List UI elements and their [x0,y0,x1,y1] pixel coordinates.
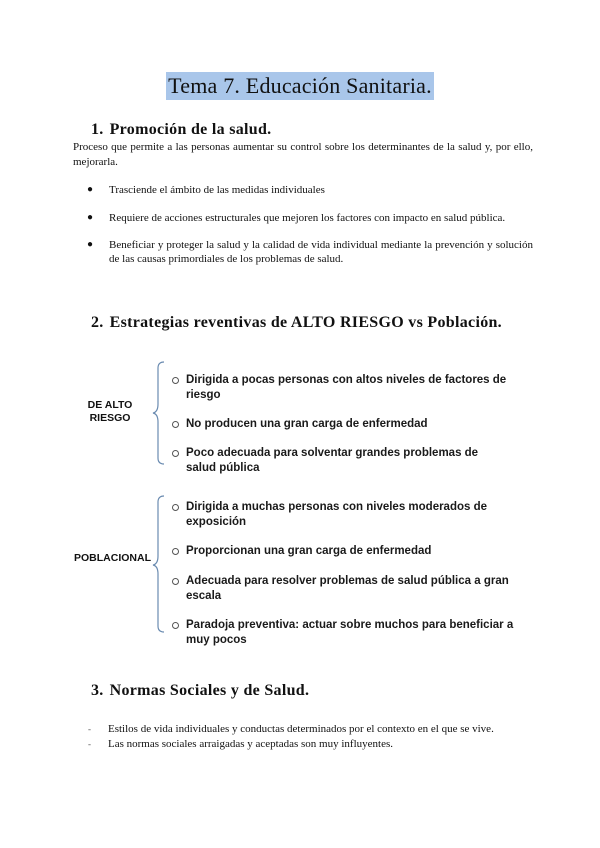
list-item [172,417,532,432]
list-item [172,446,486,476]
circle-bullet-icon [172,421,179,428]
list-item-text: Paradoja preventiva: actuar sobre muchos para beneficiar a muy pocos [186,619,514,646]
group-label-poblacional [74,552,150,565]
bullet-icon: ● [87,239,94,250]
list-item [73,238,533,266]
list-item-text: Trasciende el ámbito de las medidas individuales [109,184,325,196]
alto-riesgo-list [172,373,532,476]
list-item [88,737,533,751]
section-2-title: Estrategias reventivas de ALTO RIESGO vs Población. [109,314,502,331]
list-item-text: Requiere de acciones estructurales que mejoren los factores con impacto en salud pública. [109,212,506,224]
circle-bullet-icon [172,578,179,585]
circle-bullet-icon [172,377,179,384]
section-1-paragraph: Proceso que permite a las personas aumentar su control sobre los determinantes de la salud y, por ello, mejorarla. [73,141,533,168]
poblacional-list [172,500,532,648]
section-3-number: 3. [91,682,104,699]
section-1-bullet-list [73,183,533,266]
brace-icon [150,494,170,634]
list-item-text: Dirigida a pocas personas con altos niveles de factores de riesgo [186,374,507,401]
list-item [73,183,533,197]
section-1-title: Promoción de la salud. [109,121,272,138]
section-2-number: 2. [91,314,104,331]
bullet-icon: ● [87,184,94,195]
group-label-line: DE ALTO [87,399,133,411]
list-item [172,618,526,648]
group-label-line: POBLACIONAL [74,552,151,564]
list-item-text: Estilos de vida individuales y conductas determinados por el contexto en el que se vive. [108,723,494,735]
section-1-number: 1. [91,121,104,138]
dash-bullet-icon: - [88,724,91,734]
list-item-text: Dirigida a muchas personas con niveles moderados de exposición [186,501,488,528]
list-item [73,211,533,225]
list-item [172,574,532,604]
dash-bullet-icon: - [88,739,91,749]
section-2-heading [91,314,502,332]
circle-bullet-icon [172,450,179,457]
list-item [172,500,532,530]
page-title: Tema 7. Educación Sanitaria. [168,73,432,98]
list-item-text: Beneficiar y proteger la salud y la calidad de vida individual mediante la prevención y solución de las causas primordiales de los problemas de salud. [109,239,533,265]
list-item [172,544,532,559]
section-3-heading [91,682,309,700]
section-1-heading [91,121,271,139]
list-item-text: Adecuada para resolver problemas de salud pública a gran escala [186,575,509,602]
bullet-icon: ● [87,212,94,223]
group-label-alto-riesgo [80,399,140,425]
section-3-title: Normas Sociales y de Salud. [109,682,310,699]
list-item-text: Las normas sociales arraigadas y aceptadas son muy influyentes. [108,738,393,750]
circle-bullet-icon [172,622,179,629]
list-item-text: Poco adecuada para solventar grandes problemas de salud pública [186,447,479,474]
circle-bullet-icon [172,548,179,555]
list-item-text: Proporcionan una gran carga de enfermedad [186,545,432,557]
list-item [88,722,533,736]
list-item-text: No producen una gran carga de enfermedad [186,418,428,430]
brace-icon [150,360,170,466]
title-container [0,72,600,100]
list-item [172,373,532,403]
group-label-line: RIESGO [89,412,131,424]
circle-bullet-icon [172,504,179,511]
section-3-list [88,722,533,751]
